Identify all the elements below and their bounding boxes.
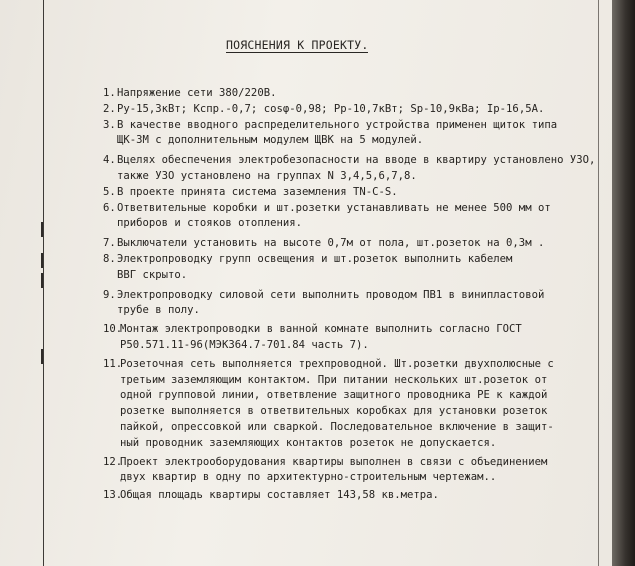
note-line: Напряжение сети 380/220В. (117, 87, 277, 99)
note-line: Проект электрооборудования квартиры выполнен в связи с объединением (120, 455, 548, 468)
note-line: ный проводник заземляющих контактов розеток не допускается. (120, 436, 497, 449)
note-number: 1. (103, 87, 116, 99)
note-number: 12. (103, 455, 123, 468)
note-line: Вцелях обеспечения электробезопасности на вводе в квартиру установлено УЗО, (117, 154, 596, 167)
note-line: Монтаж электропроводки в ванной комнате выполнить согласно ГОСТ (120, 323, 522, 336)
note-item (103, 102, 598, 118)
document-title: ПОЯСНЕНИЯ К ПРОЕКТУ. (226, 38, 369, 52)
note-line: В качестве вводного распределительного устройства применен щиток типа (117, 118, 558, 131)
note-line: также УЗО установлено на группах N 3,4,5,6,7,8. (117, 169, 417, 182)
note-item (103, 288, 598, 320)
note-item (103, 118, 598, 150)
note-number: 5. (103, 185, 116, 198)
note-number: 13. (103, 489, 123, 502)
note-line: Р50.571.11-96(МЭК364.7-701.84 часть 7). (120, 338, 369, 351)
note-item (103, 201, 598, 233)
margin-tick (41, 222, 43, 237)
note-line: приборов и стояков отопления. (117, 217, 302, 230)
note-line: трубе в полу. (117, 304, 200, 317)
margin-tick (41, 349, 43, 364)
note-line: ВВГ скрыто. (117, 268, 188, 281)
note-item (103, 86, 598, 102)
note-line: Ответвительные коробки и шт.розетки устанавливать не менее 500 мм от (117, 201, 551, 214)
note-line: Выключатели установить на высоте 0,7м от пола, шт.розеток на 0,3м . (117, 237, 545, 250)
note-line: одной групповой линии, ответвление защитного проводника РЕ к каждой (120, 389, 548, 402)
note-number: 4. (103, 154, 116, 167)
note-number: 11. (103, 357, 123, 370)
note-line: Электропроводку групп освещения и шт.розеток выполнить кабелем (117, 252, 513, 265)
note-line: третьим заземляющим контактом. При питании нескольких шт.розеток от (120, 373, 548, 386)
notes-list (103, 86, 598, 504)
note-item (103, 185, 598, 201)
photo-background-edge (612, 0, 635, 566)
note-item (103, 153, 598, 185)
note-line: Ру-15,3кВт; Кспр.-0,7; cosφ-0,98; Рр-10,7кВт; Sp-10,9кВа; Iр-16,5А. (117, 102, 545, 115)
note-line: ЩК-3М с дополнительным модулем ЩВК на 5 модулей. (117, 134, 424, 147)
right-border-line (598, 0, 599, 566)
note-line: пайкой, опрессовкой или сваркой. Последовательное включение в защит- (120, 420, 554, 433)
note-line: двух квартир в одну по архитектурно-строительным чертежам.. (120, 471, 497, 484)
note-line: В проекте принята система заземления TN-C-S. (117, 185, 398, 198)
note-item (103, 322, 598, 354)
note-line: Розеточная сеть выполняется трехпроводной. Шт.розетки двухполюсные с (120, 357, 554, 370)
note-number: 10. (103, 323, 123, 336)
note-number: 2. (103, 102, 116, 115)
note-number: 9. (103, 288, 116, 301)
note-line: Общая площадь квартиры составляет 143,58 кв.метра. (120, 489, 439, 502)
note-number: 7. (103, 237, 116, 250)
note-item (103, 455, 598, 487)
note-item (103, 488, 598, 504)
note-line: розетке выполняется в ответвительных коробках для установки розеток (120, 405, 548, 418)
frame-border-line (43, 0, 44, 566)
note-item (103, 252, 598, 284)
note-number: 8. (103, 252, 116, 265)
note-number: 6. (103, 201, 116, 214)
margin-tick (41, 253, 43, 268)
margin-tick (41, 273, 43, 288)
note-number: 3. (103, 118, 116, 131)
note-line: Электропроводку силовой сети выполнить проводом ПВ1 в винипластовой (117, 288, 545, 301)
note-item (103, 357, 598, 452)
note-item (103, 236, 598, 252)
